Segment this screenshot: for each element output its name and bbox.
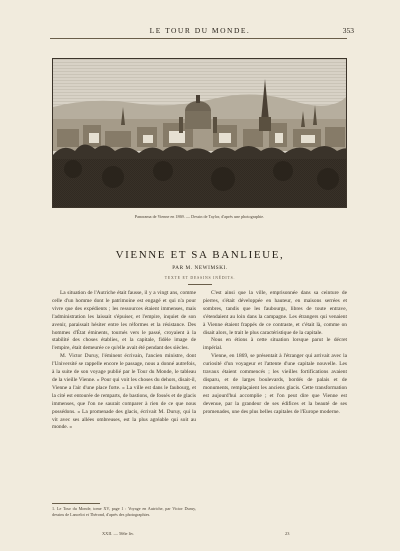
article-byline: PAR M. NEWIMSKI. <box>172 265 228 271</box>
title-rule <box>188 284 212 285</box>
text-column-right <box>203 290 347 522</box>
header-rule <box>50 38 347 39</box>
running-title: LE TOUR DU MONDE. <box>149 26 251 35</box>
paragraph: C'est ainsi que la ville, emprisonnée dans sa ceinture de pierres, s'était développée en hauteur, en maisons serrées et sombres, tandis que les faubourgs, libres de toute entrave, s'étendaient au loin dans la campagne. Les étrangers qui venaient à Vienne étaient frappés de ce contraste, et c'était là, comme on disait alors, le trait le plus caractéristique de la capitale. <box>203 290 347 336</box>
sheet-number: 23 <box>285 531 290 536</box>
running-head <box>50 26 354 38</box>
article-subtitle: TEXTE ET DESSINS INÉDITS. <box>164 276 236 280</box>
paragraph: La situation de l'Autriche était fausse, il y a vingt ans, comme celle d'un homme dont le patrimoine est engagé et qui n'a pour vivre que des expédients ; les ressources étaient immenses, mais l'administration les laissait s'épuiser, et l'empire, inquiet de son avenir, paraissait hésiter entre les réformes et la résistance. Des hommes d'État éminents, tournés vers le passé, croyaient à la stabilité des choses établies, et la capitale, fidèle image de l'empire, était demeurée ce qu'elle avait été pendant des siècles. <box>52 290 196 352</box>
paragraph: M. Victor Duruy, l'éminent écrivain, l'ancien ministre, dont l'Université se rappelle encore le passage, nous a donné autrefois, à la suite de son voyage publié par le Tour du Monde, le tableau de la vieille Vienne. « Pour qui voit les choses du dehors, disait-il, Vienne a l'air d'une place forte. » La ville est dans le faubourg, et la cité est entourée de remparts, de bastions, de fossés et de glacis immenses, que l'on ne saurait comparer à rien de ce que nous possédons. « La promenade des glacis, écrivait M. Duruy, qui la vit avec ses allées ombreuses, est la plus agréable qui soit au monde. » <box>52 353 196 431</box>
paragraph: Vienne, en 1869, se présentait à l'étranger qui arrivait avec la curiosité d'un voyageur et l'attente d'une capitale nouvelle. Les travaux étaient commencés ; les vieilles fortifications avaient disparu, et de larges boulevards, bordés de palais et de monuments, remplaçaient les anciens glacis. Cette transformation est aujourd'hui accomplie ; et l'on peut dire que Vienne est devenue, par la grandeur de ses édifices et la beauté de ses promenades, une des plus belles capitales de l'Europe moderne. <box>203 353 347 415</box>
footnote: 1. Le Tour du Monde, tome XV, page 1 : Voyage en Autriche, par Victor Duruy, dessins de Lancelot et Thérond, d'après des photographies. <box>52 506 196 517</box>
article-title: VIENNE ET SA BANLIEUE, <box>115 249 285 261</box>
footnote-rule <box>52 503 100 504</box>
illustration-caption: Panorama de Vienne en 1869. — Dessin de Taylor, d'après une photographie. <box>134 214 265 219</box>
text-column-left <box>52 290 196 499</box>
vienna-panorama-engraving <box>52 58 347 208</box>
paragraph: Nous en étions à cette situation lorsque parut le décret impérial. <box>203 337 347 352</box>
signature-mark: XXII. — 566e liv. <box>102 531 135 536</box>
page-number: 353 <box>342 26 354 35</box>
